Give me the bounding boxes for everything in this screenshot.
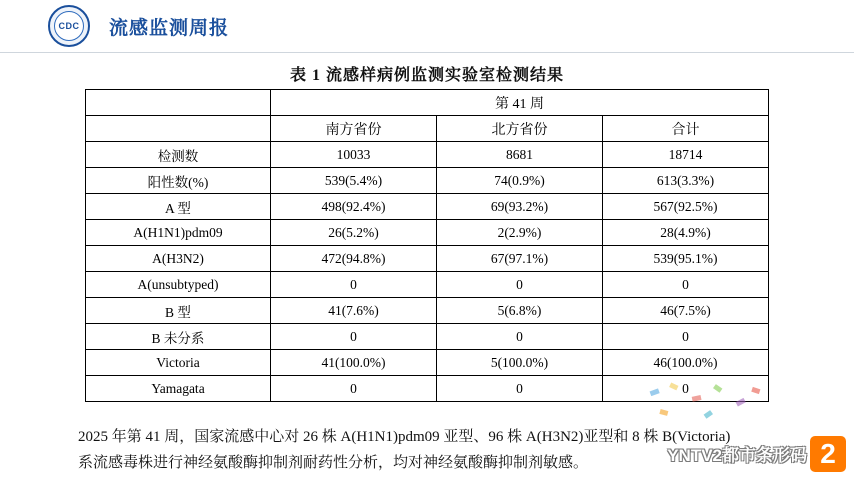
row-value-total: 18714 [603,142,769,168]
table-row [86,350,769,376]
row-value-total: 28(4.9%) [603,220,769,246]
row-value-total: 46(7.5%) [603,298,769,324]
table-row [86,220,769,246]
row-value-total: 46(100.0%) [603,350,769,376]
table-header-week-row [86,90,769,116]
table-header-region-row [86,116,769,142]
table-corner-cell-2 [86,116,271,142]
footnote-line-2: 系流感毒株进行神经氨酸酶抑制剂耐药性分析，均对神经氨酸酶抑制剂敏感。 [78,455,589,471]
row-value-north: 2(2.9%) [437,220,603,246]
row-value-north: 74(0.9%) [437,168,603,194]
row-value-south: 41(100.0%) [271,350,437,376]
row-value-north: 5(6.8%) [437,298,603,324]
row-value-north: 5(100.0%) [437,350,603,376]
row-value-south: 41(7.6%) [271,298,437,324]
flu-surveillance-table [85,89,769,402]
row-label: Victoria [86,350,271,376]
table-row [86,246,769,272]
row-value-south: 0 [271,272,437,298]
table-row [86,324,769,350]
row-label: A(H1N1)pdm09 [86,220,271,246]
table-header-south: 南方省份 [271,116,437,142]
row-label: 阳性数(%) [86,168,271,194]
row-value-north: 69(93.2%) [437,194,603,220]
row-value-north: 8681 [437,142,603,168]
row-value-north: 0 [437,324,603,350]
row-value-south: 0 [271,376,437,402]
row-value-total: 0 [603,272,769,298]
row-label: Yamagata [86,376,271,402]
flu-table-container [85,89,769,402]
row-label: B 型 [86,298,271,324]
tv-channel-watermark [667,420,846,472]
table-corner-cell [86,90,271,116]
row-value-south: 10033 [271,142,437,168]
cdc-logo-text: CDC [58,21,80,31]
row-value-north: 67(97.1%) [437,246,603,272]
table-row [86,376,769,402]
row-value-north: 0 [437,272,603,298]
row-value-south: 498(92.4%) [271,194,437,220]
row-label: A 型 [86,194,271,220]
page-title: 流感监测周报 [109,17,230,39]
row-value-south: 26(5.2%) [271,220,437,246]
report-header [0,0,854,53]
footnote-line-1: 2025 年第 41 周，国家流感中心对 26 株 A(H1N1)pdm09 亚型、96 株 A(H3N2)亚型和 8 株 B(Victoria) [78,429,731,445]
row-value-total: 0 [603,324,769,350]
table-header-total: 合计 [603,116,769,142]
table-row [86,194,769,220]
row-value-south: 0 [271,324,437,350]
row-value-total: 613(3.3%) [603,168,769,194]
table-row [86,168,769,194]
table-row [86,272,769,298]
row-value-total: 0 [603,376,769,402]
row-label: 检测数 [86,142,271,168]
tv-channel-number: 2 [810,436,846,472]
table-week-header: 第 41 周 [271,90,769,116]
row-value-south: 472(94.8%) [271,246,437,272]
row-value-north: 0 [437,376,603,402]
row-value-total: 539(95.1%) [603,246,769,272]
table-row [86,142,769,168]
row-label: A(unsubtyped) [86,272,271,298]
table-row [86,298,769,324]
row-value-south: 539(5.4%) [271,168,437,194]
tv-channel-name: YNTV2都市条形码 [667,446,807,465]
row-label: A(H3N2) [86,246,271,272]
row-value-total: 567(92.5%) [603,194,769,220]
cdc-logo-icon [47,4,91,48]
row-label: B 未分系 [86,324,271,350]
table-caption: 表 1 流感样病例监测实验室检测结果 [289,67,564,84]
table-header-north: 北方省份 [437,116,603,142]
